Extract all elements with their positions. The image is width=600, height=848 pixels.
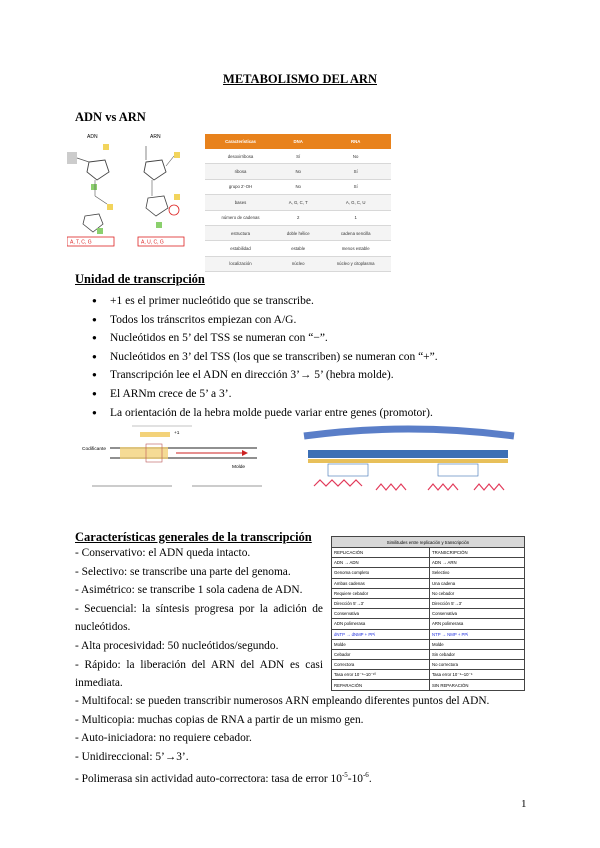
table-row bbox=[205, 210, 391, 225]
dna-rna-comparison-table bbox=[205, 134, 391, 272]
table-cell: localización bbox=[205, 256, 276, 271]
dna-nucleotide-figure bbox=[67, 132, 121, 248]
table-cell: No bbox=[320, 149, 391, 164]
table-cell: ADN → ARN bbox=[429, 558, 524, 568]
list-item: - Alta procesividad: 50 nucleótidos/segundo. bbox=[75, 639, 279, 652]
table-cell: Sí bbox=[320, 179, 391, 194]
table-cell: Requiere cebador bbox=[332, 588, 430, 598]
table-row bbox=[332, 649, 525, 659]
page-title: METABOLISMO DEL ARN bbox=[223, 72, 377, 86]
list-item: - Selectivo: se transcribe una parte del genoma. bbox=[75, 565, 291, 578]
table-cell: A, G, C, U bbox=[320, 195, 391, 210]
table-cell: Genoma completo bbox=[332, 568, 430, 578]
transcription-unit-list bbox=[92, 292, 438, 422]
table-header-row bbox=[205, 134, 391, 149]
table-cell: ADN polimerasa bbox=[332, 619, 430, 629]
table-row bbox=[332, 568, 525, 578]
table-cell: REPLICACIÓN bbox=[332, 548, 430, 558]
table-cell: menos estable bbox=[320, 241, 391, 256]
table-cell: Conservativa bbox=[332, 609, 430, 619]
table-cell: Ambas cadenas bbox=[332, 578, 430, 588]
list-item: - Conservativo: el ADN queda intacto. bbox=[75, 547, 251, 559]
table-row bbox=[332, 558, 525, 568]
table-cell: ADN → ADN bbox=[332, 558, 430, 568]
table-cell: No correctora bbox=[429, 660, 524, 670]
table-cell: Selectivo bbox=[429, 568, 524, 578]
list-item: - Unidireccional: 5’→3’. bbox=[75, 750, 189, 763]
table-cell: No bbox=[276, 179, 320, 194]
list-item-continuation: inmediata. bbox=[75, 677, 123, 690]
table-cell: TRANSCRIPCIÓN bbox=[429, 548, 524, 558]
list-item: ● +1 es el primer nucleótido que se transcribe. bbox=[92, 292, 438, 311]
dna-bases-caption: A, T, C, G bbox=[70, 239, 92, 246]
table-row bbox=[332, 670, 525, 680]
list-item: ● Transcripción lee el ADN en dirección 3’→ 5’ (hebra molde). bbox=[92, 366, 438, 385]
table-cell: Sí bbox=[276, 149, 320, 164]
rna-nucleotide-figure bbox=[130, 132, 186, 248]
table-row bbox=[205, 225, 391, 240]
table-cell: Dirección 5'→3' bbox=[332, 598, 430, 608]
table-cell: NTP → NMP + PPi bbox=[429, 629, 524, 639]
table-cell: Correctora bbox=[332, 660, 430, 670]
table-row bbox=[205, 149, 391, 164]
table-cell: desoxirribosa bbox=[205, 149, 276, 164]
table-cell: cadena sencilla bbox=[320, 225, 391, 240]
list-item: ● Todos los tránscritos empiezan con A/G. bbox=[92, 311, 438, 330]
error-rate-dash: -10 bbox=[347, 773, 363, 786]
error-rate-text: - Polimerasa sin actividad auto-correctora: tasa de error 10 bbox=[75, 773, 342, 786]
error-rate-end: . bbox=[368, 773, 372, 786]
transcription-unit-diagram bbox=[82, 424, 272, 502]
list-item: - Rápido: la liberación del ARN del ADN es casi bbox=[75, 658, 323, 671]
characteristics-list-bottom bbox=[75, 692, 525, 789]
table-cell: dNTP → dNMP + PPi bbox=[332, 629, 430, 639]
table-header-cell: Características bbox=[205, 134, 276, 149]
table-cell: Tasa error 10⁻⁵–10⁻⁶ bbox=[429, 670, 524, 680]
table-header-cell: DNA bbox=[276, 134, 320, 149]
table-cell: Cebador bbox=[332, 649, 430, 659]
list-item: ● La orientación de la hebra molde puede variar entre genes (promotor). bbox=[92, 404, 438, 423]
error-rate-exponent: -5 bbox=[341, 771, 348, 780]
section-heading-unidad-transcripcion: Unidad de transcripción bbox=[75, 272, 205, 286]
list-item: ● El ARNm crece de 5’ a 3’. bbox=[92, 385, 438, 404]
table-row bbox=[332, 619, 525, 629]
table-cell: núcleo bbox=[276, 256, 320, 271]
table-cell: número de cadenas bbox=[205, 210, 276, 225]
coding-strand-label: Codificante bbox=[82, 447, 106, 452]
table-cell: Molde bbox=[332, 639, 430, 649]
error-rate-exponent: -6 bbox=[362, 771, 369, 780]
replication-transcription-table bbox=[331, 536, 525, 691]
dna-label: ADN bbox=[87, 134, 98, 140]
table-caption: Similitudes entre replicación y transcripción bbox=[332, 537, 525, 548]
table-cell: estructura bbox=[205, 225, 276, 240]
table-row bbox=[205, 179, 391, 194]
table-cell: No cebador bbox=[429, 588, 524, 598]
list-item: ● Nucleótidos en 3’ del TSS (los que se transcriben) se numeran con “+”. bbox=[92, 348, 438, 367]
table-row bbox=[205, 164, 391, 179]
list-item: - Multifocal: se pueden transcribir numerosos ARN empleando diferentes puntos del ADN. bbox=[75, 695, 490, 707]
table-row bbox=[332, 548, 525, 558]
table-cell: Sin cebador bbox=[429, 649, 524, 659]
table-cell: núcleo y citoplasma bbox=[320, 256, 391, 271]
table-row bbox=[332, 629, 525, 639]
rna-label: ARN bbox=[150, 134, 161, 140]
table-row bbox=[332, 578, 525, 588]
list-item-continuation: nucleótidos. bbox=[75, 621, 131, 634]
list-item: - Secuencial: la síntesis progresa por la adición de bbox=[75, 602, 323, 615]
table-cell: estable bbox=[276, 241, 320, 256]
section-heading-caracteristicas: Características generales de la transcripción bbox=[75, 530, 312, 544]
table-cell: estabilidad bbox=[205, 241, 276, 256]
table-row bbox=[332, 609, 525, 619]
table-cell: ribosa bbox=[205, 164, 276, 179]
rna-bases-caption: A, U, C, G bbox=[141, 239, 164, 246]
table-cell: Dirección 5'→3' bbox=[429, 598, 524, 608]
table-cell: SIN REPARACIÓN bbox=[429, 680, 524, 690]
table-caption-row bbox=[332, 537, 525, 548]
table-cell: A, G, C, T bbox=[276, 195, 320, 210]
table-row bbox=[332, 588, 525, 598]
table-row bbox=[332, 598, 525, 608]
table-cell: REPARACIÓN bbox=[332, 680, 430, 690]
table-cell: Tasa error 10⁻⁹–10⁻¹⁰ bbox=[332, 670, 430, 680]
table-row bbox=[205, 195, 391, 210]
table-cell: No bbox=[276, 164, 320, 179]
table-cell: 1 bbox=[320, 210, 391, 225]
table-cell: ARN polimerasa bbox=[429, 619, 524, 629]
table-cell: bases bbox=[205, 195, 276, 210]
characteristics-list-top bbox=[75, 544, 323, 693]
table-row bbox=[205, 256, 391, 271]
list-item-error-rate bbox=[75, 766, 525, 788]
table-row bbox=[332, 639, 525, 649]
table-header-cell: RNA bbox=[320, 134, 391, 149]
table-cell: Molde bbox=[429, 639, 524, 649]
page-number: 1 bbox=[521, 798, 527, 810]
table-cell: Sí bbox=[320, 164, 391, 179]
template-strand-label: Molde bbox=[232, 465, 246, 470]
list-item: - Asimétrico: se transcribe 1 sola cadena de ADN. bbox=[75, 584, 303, 597]
section-heading-adn-vs-arn: ADN vs ARN bbox=[75, 110, 146, 124]
tss-label: +1 bbox=[174, 431, 180, 436]
table-row bbox=[332, 660, 525, 670]
list-item: - Auto-iniciadora: no requiere cebador. bbox=[75, 732, 252, 745]
list-item: ● Nucleótidos en 5’ del TSS se numeran con “−”. bbox=[92, 329, 438, 348]
table-cell: grupo 2'-OH bbox=[205, 179, 276, 194]
table-cell: doble hélice bbox=[276, 225, 320, 240]
table-row bbox=[332, 680, 525, 690]
table-cell: Una cadena bbox=[429, 578, 524, 588]
table-cell: 2 bbox=[276, 210, 320, 225]
list-item: - Multicopia: muchas copias de RNA a partir de un mismo gen. bbox=[75, 713, 364, 726]
table-row bbox=[205, 241, 391, 256]
rna-polymerase-diagram bbox=[298, 424, 520, 504]
table-cell: Conservativa bbox=[429, 609, 524, 619]
